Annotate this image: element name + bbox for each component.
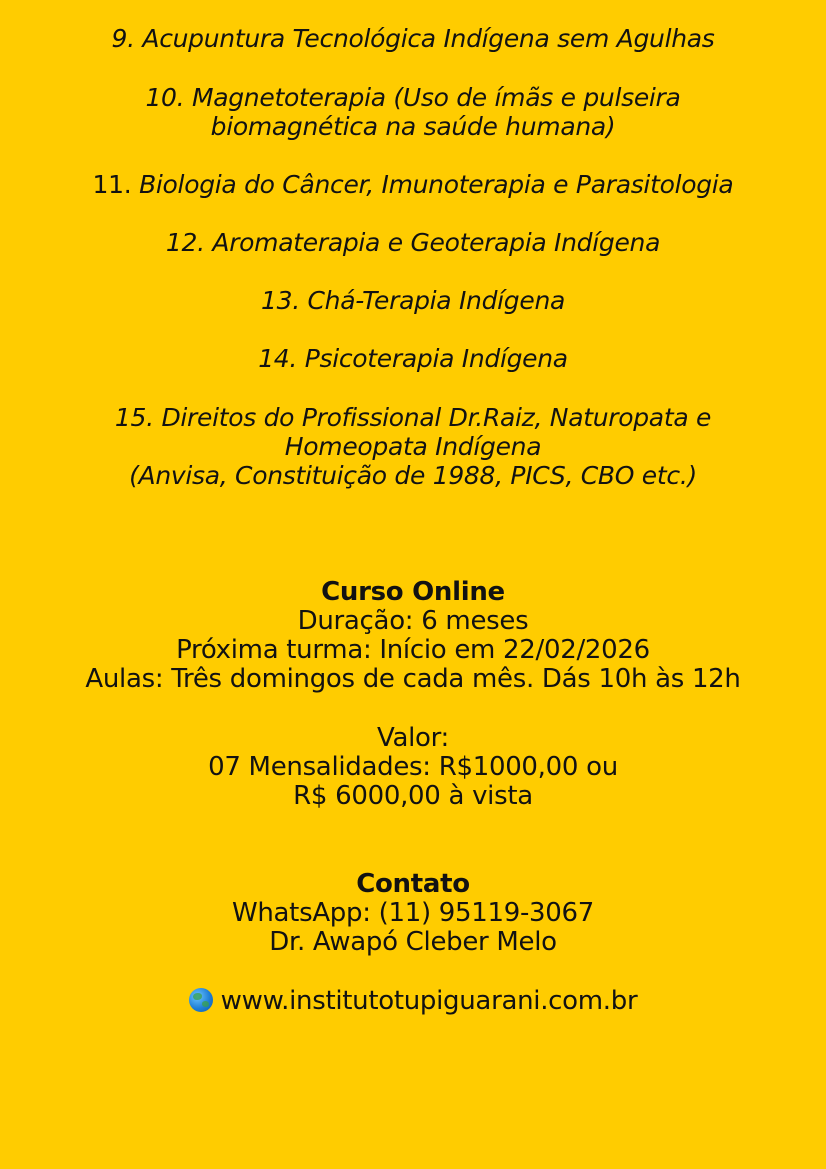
course-duration: Duração: 6 meses bbox=[297, 606, 529, 636]
module-14-title: Psicoterapia Indígena bbox=[304, 344, 568, 373]
module-10 bbox=[40, 83, 786, 141]
module-12-number: 12. bbox=[165, 228, 205, 257]
website-row bbox=[20, 987, 806, 1016]
module-10-number: 10. bbox=[145, 83, 185, 112]
price-installments: 07 Mensalidades: R$1000,00 ou bbox=[208, 752, 618, 782]
module-9 bbox=[40, 24, 786, 53]
globe-icon bbox=[189, 988, 213, 1012]
module-15-title-line-3: (Anvisa, Constituição de 1988, PICS, CBO etc.) bbox=[129, 461, 697, 490]
module-15-line-1 bbox=[40, 403, 786, 432]
website-link[interactable]: www.institutotupiguarani.com.br bbox=[220, 986, 638, 1016]
module-9-number: 9. bbox=[111, 24, 135, 53]
module-13 bbox=[40, 286, 786, 315]
contact-info bbox=[20, 870, 806, 957]
module-12-title: Aromaterapia e Geoterapia Indígena bbox=[212, 228, 661, 257]
contact-whatsapp: WhatsApp: (11) 95119-3067 bbox=[231, 898, 595, 928]
module-10-title-line-1: Magnetoterapia (Uso de ímãs e pulseira bbox=[191, 83, 681, 112]
module-13-title: Chá-Terapia Indígena bbox=[307, 286, 566, 315]
module-12 bbox=[40, 228, 786, 257]
course-schedule: Aulas: Três domingos de cada mês. Dás 10h às 12h bbox=[85, 664, 741, 694]
module-15-number: 15. bbox=[114, 403, 154, 432]
course-next-class: Próxima turma: Início em 22/02/2026 bbox=[176, 635, 650, 665]
price-label: Valor: bbox=[376, 723, 450, 753]
price-info bbox=[20, 724, 806, 811]
module-15-title-line-2: Homeopata Indígena bbox=[284, 432, 542, 461]
price-cash: R$ 6000,00 à vista bbox=[293, 781, 533, 811]
course-heading: Curso Online bbox=[321, 577, 505, 607]
module-14 bbox=[40, 344, 786, 373]
module-11-title: Biologia do Câncer, Imunoterapia e Parasitologia bbox=[139, 170, 734, 199]
module-14-number: 14. bbox=[258, 344, 298, 373]
module-10-title-line-2: biomagnética na saúde humana) bbox=[210, 112, 616, 141]
module-9-title: Acupuntura Tecnológica Indígena sem Agulhas bbox=[142, 24, 715, 53]
module-13-number: 13. bbox=[260, 286, 300, 315]
module-10-line-1 bbox=[40, 83, 786, 112]
course-info bbox=[20, 578, 806, 694]
module-11-number: 11. bbox=[92, 170, 132, 199]
contact-heading: Contato bbox=[356, 869, 470, 899]
module-15 bbox=[40, 403, 786, 490]
module-15-title-line-1: Direitos do Profissional Dr.Raiz, Naturopata e bbox=[161, 403, 712, 432]
contact-name: Dr. Awapó Cleber Melo bbox=[269, 927, 557, 957]
module-11 bbox=[40, 170, 786, 199]
